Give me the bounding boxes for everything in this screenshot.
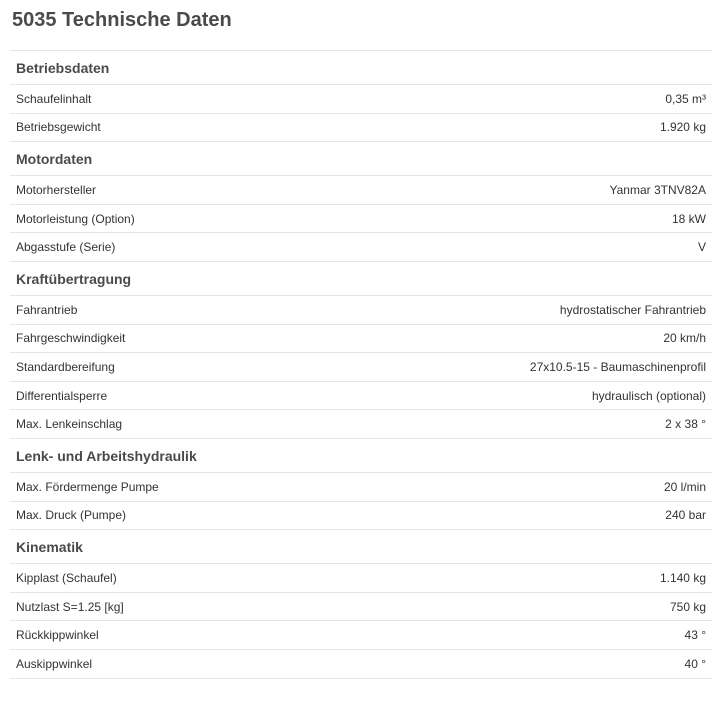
spec-value: 18 kW bbox=[671, 211, 706, 226]
spec-label: Schaufelinhalt bbox=[16, 91, 92, 106]
spec-value: 1.920 kg bbox=[659, 120, 706, 135]
spec-label: Max. Lenkeinschlag bbox=[16, 417, 123, 432]
spec-label: Betriebsgewicht bbox=[16, 120, 101, 135]
section-heading: Lenk- und Arbeitshydraulik bbox=[10, 438, 712, 472]
spec-row bbox=[10, 409, 712, 438]
section-heading: Kraftübertragung bbox=[10, 261, 712, 295]
spec-value: 20 l/min bbox=[663, 479, 706, 494]
spec-label: Max. Fördermenge Pumpe bbox=[16, 479, 159, 494]
spec-label: Differentialsperre bbox=[16, 388, 108, 403]
spec-label: Auskippwinkel bbox=[16, 656, 93, 671]
table-bottom-border bbox=[10, 678, 712, 679]
spec-row bbox=[10, 113, 712, 142]
spec-row bbox=[10, 204, 712, 233]
spec-row bbox=[10, 324, 712, 353]
spec-row bbox=[10, 381, 712, 410]
spec-row bbox=[10, 84, 712, 113]
spec-value: 40 ° bbox=[684, 656, 706, 671]
spec-row bbox=[10, 175, 712, 204]
spec-label: Nutzlast S=1.25 [kg] bbox=[16, 599, 124, 614]
spec-row bbox=[10, 472, 712, 501]
section-heading: Kinematik bbox=[10, 529, 712, 563]
spec-value: 1.140 kg bbox=[659, 570, 706, 585]
spec-value: 750 kg bbox=[669, 599, 706, 614]
spec-value: 20 km/h bbox=[663, 331, 706, 346]
section-heading: Motordaten bbox=[10, 141, 712, 175]
spec-row bbox=[10, 563, 712, 592]
spec-label: Abgasstufe (Serie) bbox=[16, 240, 116, 255]
spec-label: Standardbereifung bbox=[16, 359, 115, 374]
spec-value: hydraulisch (optional) bbox=[591, 388, 706, 403]
spec-row bbox=[10, 592, 712, 621]
spec-value: 27x10.5-15 - Baumaschinenprofil bbox=[529, 359, 706, 374]
spec-value: V bbox=[697, 240, 706, 255]
spec-value: 240 bar bbox=[665, 508, 706, 523]
spec-label: Rückkippwinkel bbox=[16, 628, 99, 643]
spec-value: Yanmar 3TNV82A bbox=[609, 182, 706, 197]
spec-row bbox=[10, 295, 712, 324]
spec-row bbox=[10, 232, 712, 261]
section-heading: Betriebsdaten bbox=[10, 50, 712, 84]
spec-value: hydrostatischer Fahrantrieb bbox=[559, 302, 706, 317]
spec-row bbox=[10, 352, 712, 381]
spec-label: Kipplast (Schaufel) bbox=[16, 570, 117, 585]
spec-label: Max. Druck (Pumpe) bbox=[16, 508, 127, 523]
spec-row bbox=[10, 649, 712, 678]
spec-value: 0,35 m³ bbox=[665, 91, 706, 106]
spec-value: 2 x 38 ° bbox=[665, 417, 706, 432]
spec-row bbox=[10, 501, 712, 530]
spec-value: 43 ° bbox=[684, 628, 706, 643]
spec-label: Fahrantrieb bbox=[16, 302, 78, 317]
spec-label: Motorhersteller bbox=[16, 182, 97, 197]
spec-table bbox=[10, 50, 712, 679]
spec-label: Motorleistung (Option) bbox=[16, 211, 135, 226]
spec-row bbox=[10, 620, 712, 649]
page-title: 5035 Technische Daten bbox=[12, 9, 232, 31]
spec-label: Fahrgeschwindigkeit bbox=[16, 331, 126, 346]
